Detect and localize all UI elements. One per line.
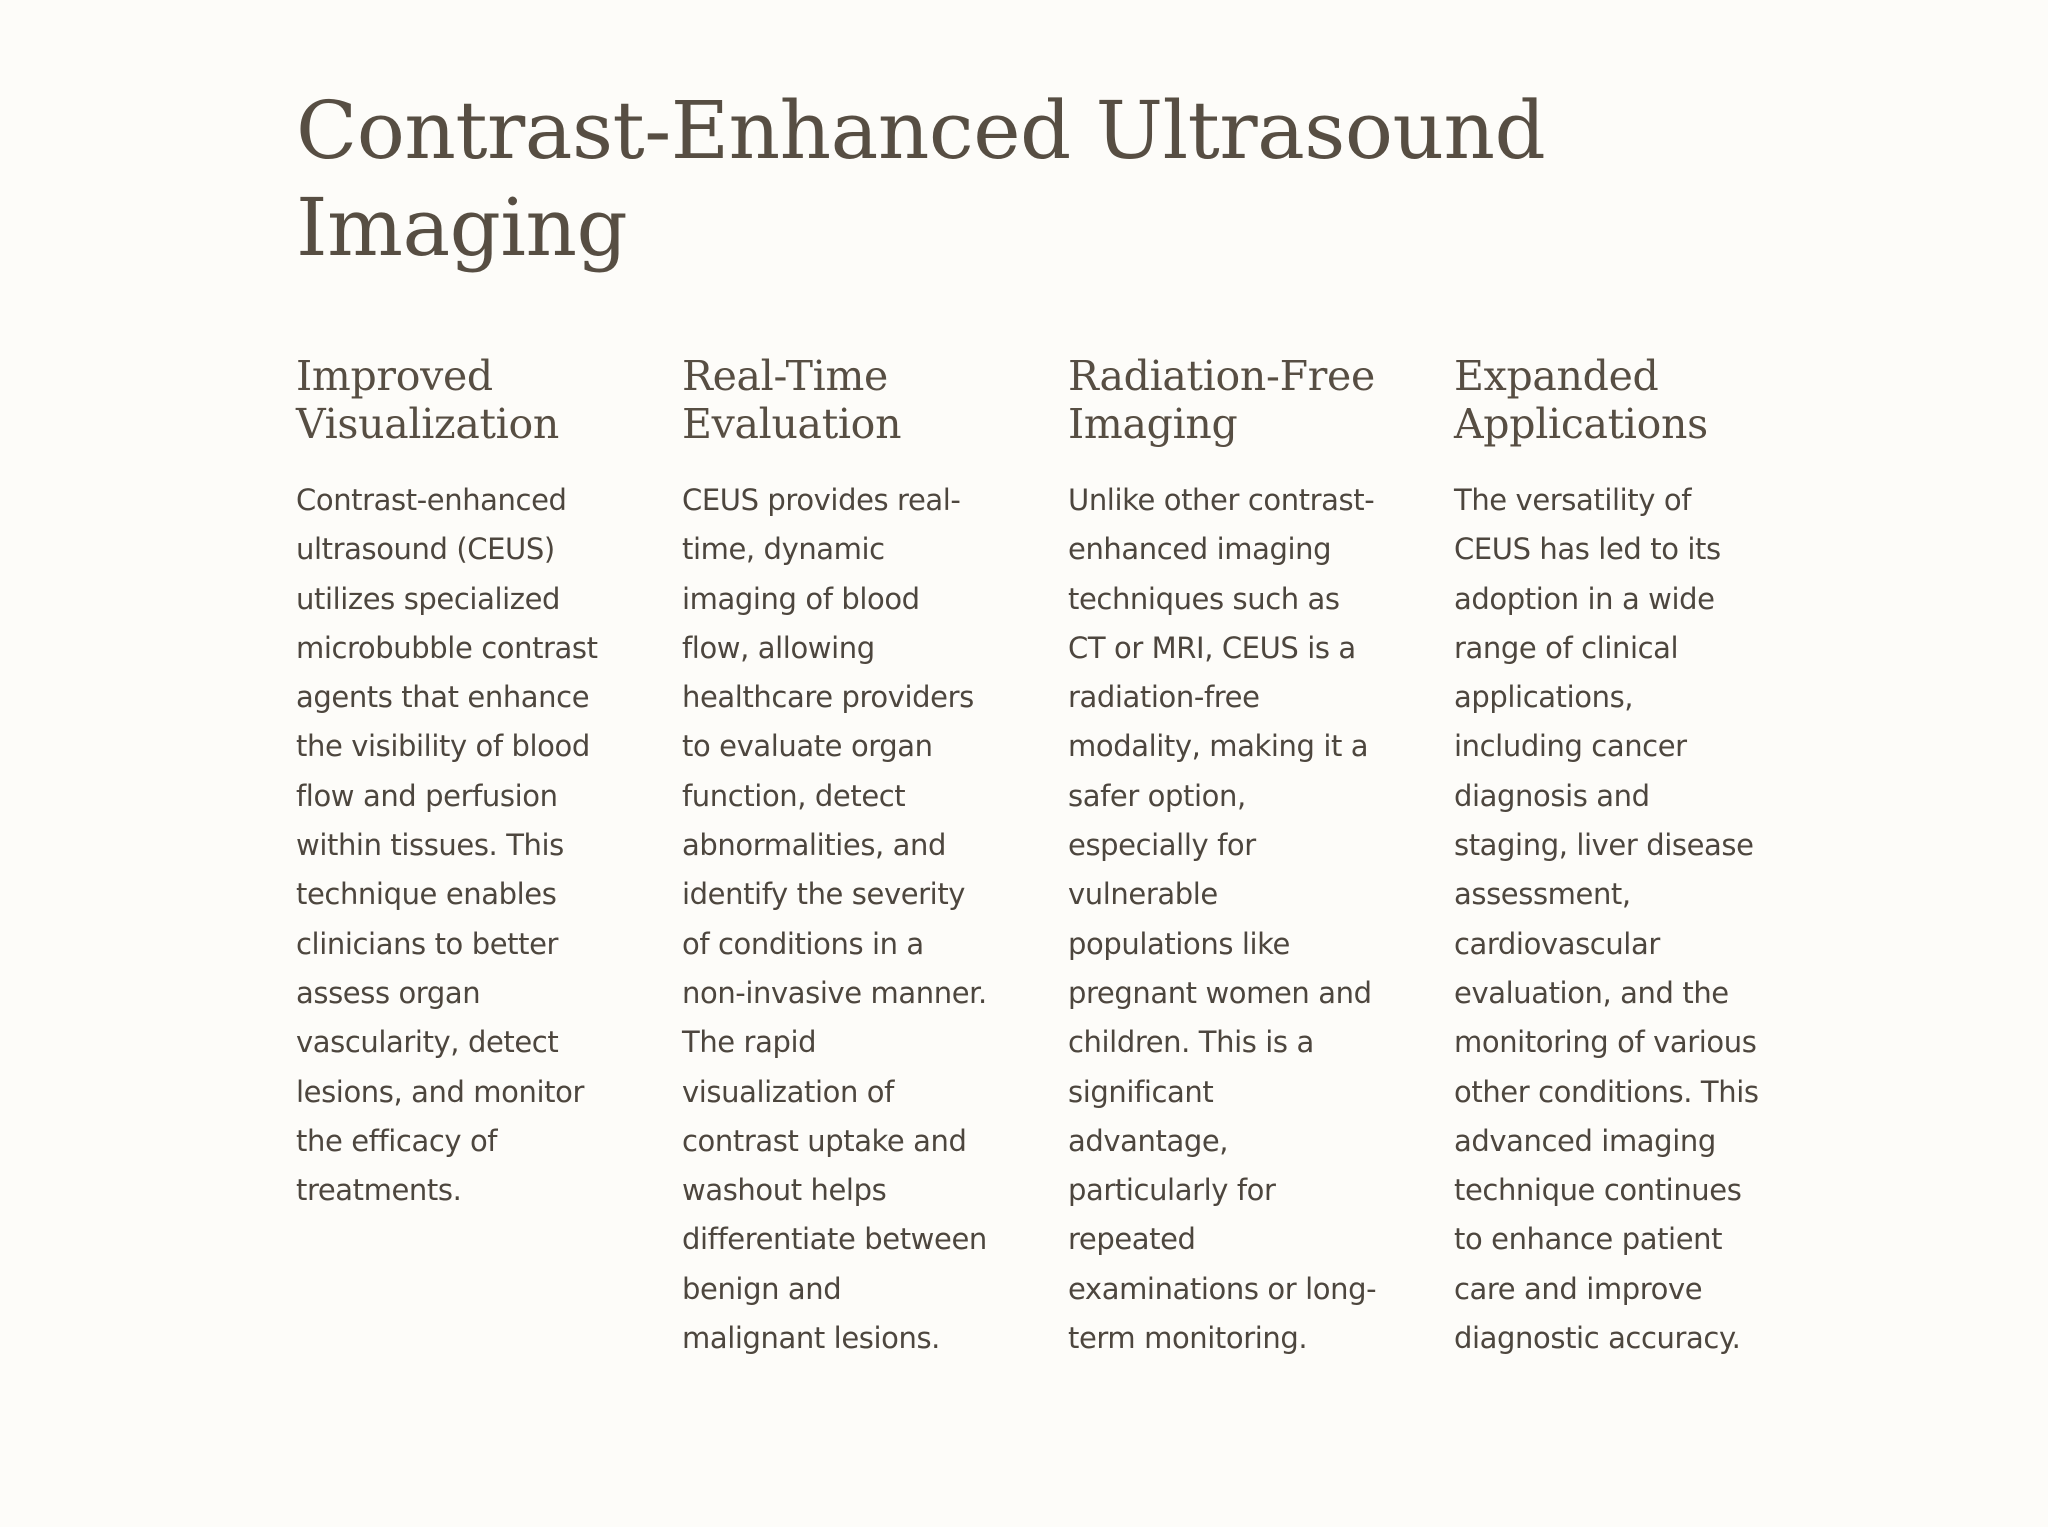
column-heading: Expanded Applications bbox=[1454, 352, 1708, 448]
column-body: Unlike other contrast-enhanced imaging techniques such as CT or MRI, CEUS is a radiation-free modality, making it a safer option, especially for vulnerable populations like pregnant women and children. This is a significant advantage, particularly for repeated examinations or long-term monitoring. bbox=[1068, 483, 1377, 1356]
column-heading: Radiation-Free Imaging bbox=[1068, 352, 1375, 448]
page-title: Contrast-Enhanced Ultrasound Imaging bbox=[296, 84, 1546, 274]
column-radiation-free-imaging bbox=[1068, 352, 1378, 1363]
column-expanded-applications bbox=[1454, 352, 1764, 1363]
column-body: Contrast-enhanced ultrasound (CEUS) utilizes specialized microbubble contrast agents that enhance the visibility of blood flow and perfusion within tissues. This technique enables clinicians to better assess organ vascularity, detect lesions, and monitor the efficacy of treatments. bbox=[296, 483, 598, 1208]
column-body: CEUS provides real-time, dynamic imaging of blood flow, allowing healthcare providers to evaluate organ function, detect abnormalities, and identify the severity of conditions in a non-invasive manner. The rapid visualization of contrast uptake and washout helps differentiate between benign and malignant lesions. bbox=[682, 483, 987, 1356]
column-improved-visualization bbox=[296, 352, 606, 1363]
column-body: The versatility of CEUS has led to its adoption in a wide range of clinical applications, including cancer diagnosis and staging, liver disease assessment, cardiovascular evaluation, and the monitoring of various other conditions. This advanced imaging technique continues to enhance patient care and improve diagnostic accuracy. bbox=[1454, 483, 1759, 1356]
column-real-time-evaluation bbox=[682, 352, 992, 1363]
slide bbox=[296, 82, 1766, 1356]
column-heading: Improved Visualization bbox=[296, 352, 559, 448]
column-heading: Real-Time Evaluation bbox=[682, 352, 902, 448]
columns bbox=[296, 352, 1766, 1363]
